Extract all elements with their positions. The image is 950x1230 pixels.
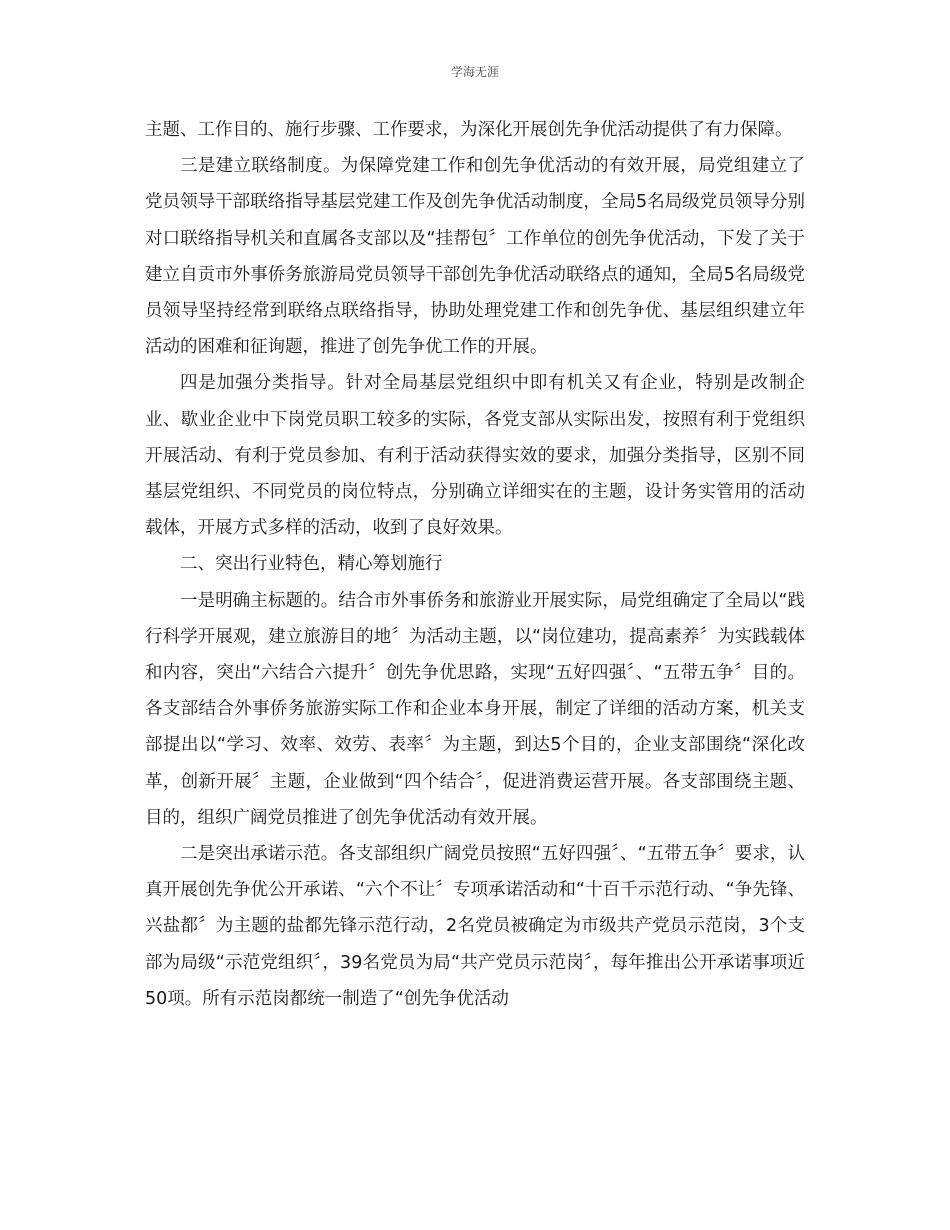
paragraph-main-theme: 一是明确主标题的。结合市外事侨务和旅游业开展实际，局党组确定了全局以“践行科学开展观，建立旅游目的地〞为活动主题，以“岗位建功，提高素养〞为实践载体和内容，突出“六结合六提升〞创先争优思路，实现“五好四强〞、“五带五争〞目的。各支部结合外事侨务旅游实际工作和企业本身开展，制定了详细的活动方案，机关支部提出以“学习、效率、效劳、表率〞为主题，到达5个目的，企业支部围绕“深化改革，创新开展〞主题，企业做到“四个结合〞，促进消费运营开展。各支部围绕主题、目的，组织广阔党员推进了创先争优活动有效开展。 [145,590,805,828]
paragraph-liaison-system: 三是建立联络制度。为保障党建工作和创先争优活动的有效开展，局党组建立了党员领导干部联络指导基层党建工作及创先争优活动制度，全局5名局级党员领导分别对口联络指导机关和直属各支部以及“挂帮包〞工作单位的创先争优活动，下发了关于建立自贡市外事侨务旅游局党员领导干部创先争优活动联络点的通知，全局5名局级党员领导坚持经常到联络点联络指导，协助处理党建工作和创先争优、基层组织建立年活动的困难和征询题，推进了创先争优工作的开展。 [145,156,805,358]
paragraph-classified-guidance: 四是加强分类指导。针对全局基层党组织中即有机关又有企业，特别是改制企业、歇业企业中下岗党员职工较多的实际，各党支部从实际出发，按照有利于党组织开展活动、有利于党员参加、有利于活动获得实效的要求，加强分类指导，区别不同基层党组织、不同党员的岗位特点，分别确立详细实在的主题，设计务实管用的活动载体，开展方式多样的活动，收到了良好效果。 [145,373,805,539]
paragraph-commitment-demo: 二是突出承诺示范。各支部组织广阔党员按照“五好四强〞、“五带五争〞要求，认真开展创先争优公开承诺、“六个不让〞专项承诺活动和“十百千示范行动、“争先锋、兴盐都〞为主题的盐都先锋示范行动，2名党员被确定为市级共产党员示范岗，3个支部为局级“示范党组织〞，39名党员为局“共产党员示范岗〞，每年推出公开承诺事项近50项。所有示范岗都统一制造了“创先争优活动 [145,844,805,1009]
document-body [145,112,805,1017]
section-heading: 二、突出行业特色，精心筹划施行 [180,554,443,575]
paragraph-continuation: 主题、工作目的、施行步骤、工作要求，为深化开展创先争优活动提供了有力保障。 [145,120,793,140]
page-header: 学海无涯 [450,65,499,79]
